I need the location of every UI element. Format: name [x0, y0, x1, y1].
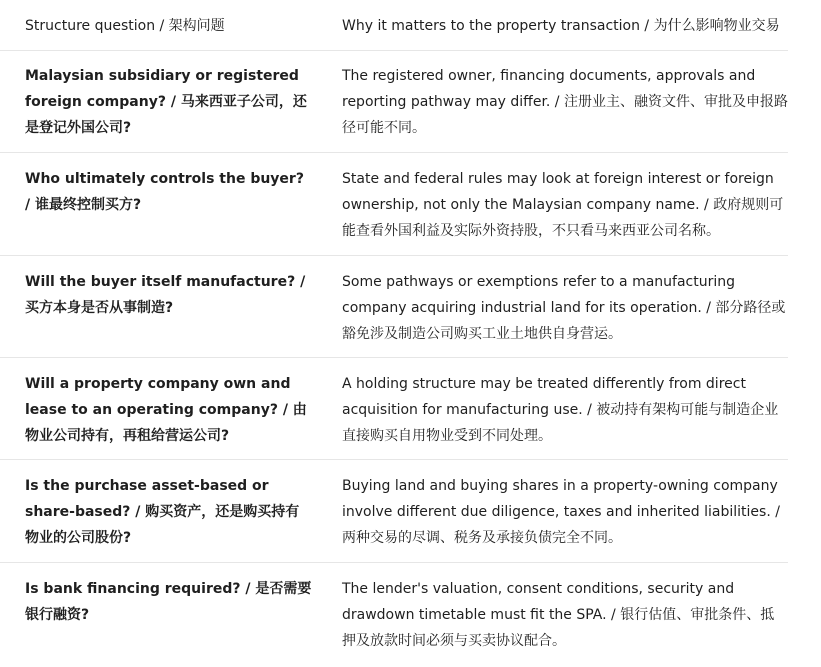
- table-row: [0, 460, 788, 563]
- row-question: Who ultimately controls the buyer? / 谁最终控制买方?: [25, 171, 304, 213]
- header-why-it-matters: Why it matters to the property transaction / 为什么影响物业交易: [342, 18, 780, 34]
- table-header: [0, 0, 788, 51]
- row-why: The lender's valuation, consent conditions, security and drawdown timetable must fit the SPA. / 银行估值、审批条件、抵押及放款时间必须与买卖协议配合。: [342, 581, 775, 649]
- table-row: [0, 153, 788, 256]
- table-row: [0, 358, 788, 460]
- table-row: [0, 50, 788, 153]
- row-question: Malaysian subsidiary or registered foreign company? / 马来西亚子公司，还是登记外国公司?: [25, 68, 307, 136]
- row-why: A holding structure may be treated differently from direct acquisition for manufacturing use. / 被动持有架构可能与制造企业直接购买自用物业受到不同处理。: [342, 376, 779, 444]
- table-row: [0, 563, 788, 667]
- row-why: State and federal rules may look at foreign interest or foreign ownership, not only the Malaysian company name. / 政府规则可能查看外国利益及实际外资持股，不只看马来西亚公司名称。: [342, 171, 784, 239]
- row-why: Some pathways or exemptions refer to a manufacturing company acquiring industrial land for its operation. / 部分路径或豁免涉及制造公司购买工业土地供自身营运。: [342, 274, 786, 342]
- row-question: Will a property company own and lease to an operating company? / 由物业公司持有，再租给营运公司?: [25, 376, 307, 444]
- row-why: The registered owner, financing documents, approvals and reporting pathway may differ. / 注册业主、融资文件、审批及申报路径可能不同。: [342, 68, 788, 136]
- table-row: [0, 256, 788, 358]
- row-why: Buying land and buying shares in a property-owning company involve different due diligence, taxes and inherited liabilities. / 两种交易的尽调、税务及承接负债完全不同。: [342, 478, 780, 546]
- row-question: Is bank financing required? / 是否需要银行融资?: [25, 581, 312, 623]
- row-question: Will the buyer itself manufacture? / 买方本身是否从事制造?: [25, 274, 306, 316]
- header-structure-question: Structure question / 架构问题: [25, 18, 225, 34]
- row-question: Is the purchase asset-based or share-based? / 购买资产，还是购买持有物业的公司股份?: [25, 478, 300, 546]
